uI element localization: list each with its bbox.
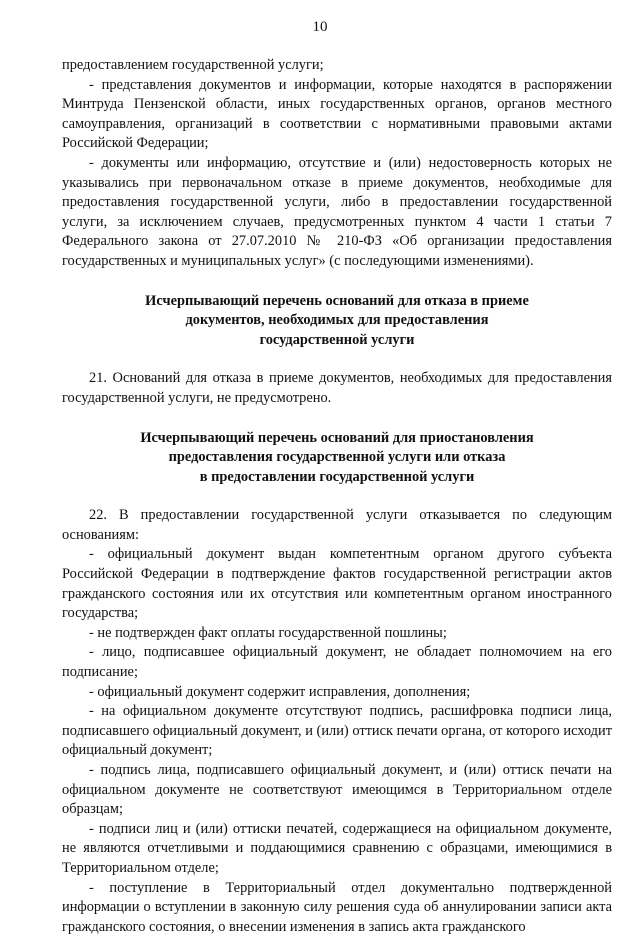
- list-item: - на официальном документе отсутствуют подпись, расшифровка подписи лица, подписавшего официальный документ, и (или) оттиск печати органа, от которого исходит официальный документ;: [62, 703, 612, 759]
- list-item: - лицо, подписавшее официальный документ, не обладает полномочием на его подписание;: [62, 644, 612, 681]
- heading-line: документов, необходимых для предоставления: [185, 312, 489, 329]
- list-item: - поступление в Территориальный отдел документально подтвержденной информации о вступлении в законную силу решения суда об аннулировании записи акта гражданского состояния, о внесении изменения в запись акта гражданского: [62, 879, 612, 935]
- document-body: [62, 56, 612, 937]
- paragraph-21: 21. Оснований для отказа в приеме документов, необходимых для предоставления государственной услуги, не предусмотрено.: [62, 370, 612, 406]
- section-heading: [62, 292, 612, 351]
- paragraph: - документы или информацию, отсутствие и (или) недостоверность которых не указывались при первоначальном отказе в приеме документов, необходимые для предоставления государственной услуги, либо в предоставлении государственной услуги, за исключением случаев, предусмотренных пунктом 4 части 1 статьи 7 Федерального закона от 27.07.2010 № 210-ФЗ «Об организации предоставления государственных и муниципальных услуг» (с последующими изменениями).: [62, 154, 612, 269]
- list-item: - подпись лица, подписавшего официальный документ, и (или) оттиск печати на официальном документе не соответствуют имеющимся в Территориальном отделе образцам;: [62, 762, 612, 818]
- section-heading: [62, 429, 612, 488]
- list-item: - официальный документ содержит исправления, дополнения;: [89, 683, 471, 700]
- heading-line: предоставления государственной услуги или отказа: [168, 449, 506, 466]
- paragraph: предоставлением государственной услуги;: [62, 57, 324, 73]
- paragraph-22: 22. В предоставлении государственной услуги отказывается по следующим основаниям:: [62, 507, 612, 543]
- heading-line: Исчерпывающий перечень оснований для отказа в приеме: [145, 292, 529, 309]
- heading-line: государственной услуги: [259, 331, 415, 348]
- list-item: - не подтвержден факт оплаты государственной пошлины;: [89, 624, 447, 641]
- heading-line: в предоставлении государственной услуги: [199, 468, 475, 485]
- page-number: 10: [312, 19, 328, 35]
- list-item: - официальный документ выдан компетентным органом другого субъекта Российской Федерации в подтверждение фактов государственной регистрации актов гражданского состояния или их отсутствия или компетентным органом иностранного государства;: [62, 546, 612, 622]
- list-item: - подписи лиц и (или) оттиски печатей, содержащиеся на официальном документе, не являются отчетливыми и поддающимися сравнению с образцами, имеющимися в Территориальном отделе;: [62, 820, 612, 876]
- paragraph: - представления документов и информации, которые находятся в распоряжении Минтруда Пензенской области, иных государственных органов, органов местного самоуправления, организаций в соответствии с нормативными правовыми актами Российской Федерации;: [62, 76, 612, 152]
- heading-line: Исчерпывающий перечень оснований для приостановления: [140, 429, 534, 446]
